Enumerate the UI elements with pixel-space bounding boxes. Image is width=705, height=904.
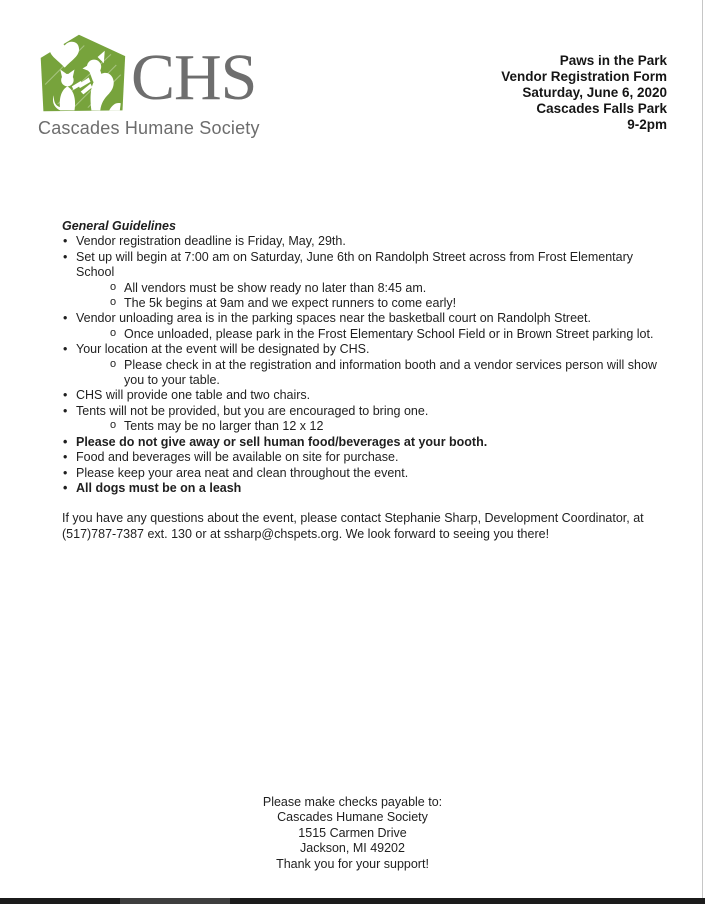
- event-date: Saturday, June 6, 2020: [522, 85, 667, 100]
- thank-you-line: Thank you for your support!: [276, 856, 429, 871]
- chs-logo-top: [38, 33, 260, 113]
- circle-bullet-icon: o: [110, 296, 117, 309]
- checks-payable-line: Please make checks payable to:: [262, 795, 443, 809]
- checks-footer: [0, 795, 705, 872]
- list-item: [62, 466, 662, 481]
- bullet-icon: •: [63, 249, 68, 264]
- list-item: [62, 342, 662, 357]
- payee-street: 1515 Carmen Drive: [298, 825, 407, 840]
- list-subitem: [62, 358, 662, 389]
- list-item-text: Set up will begin at 7:00 am on Saturday, June 6th on Randolph Street across from Frost Elementary School: [76, 249, 634, 280]
- list-item: [62, 481, 662, 496]
- list-item: [62, 388, 662, 403]
- form-title: Vendor Registration Form: [501, 69, 667, 84]
- bullet-icon: •: [63, 342, 68, 357]
- bullet-icon: •: [63, 388, 68, 403]
- circle-bullet-icon: o: [110, 357, 117, 370]
- list-item-text: Please check in at the registration and information booth and a vendor services person will show you to your table.: [124, 357, 657, 388]
- viewer-boundary-segment: [120, 898, 230, 904]
- guidelines-heading: General Guidelines: [62, 219, 176, 233]
- list-subitem: [62, 281, 662, 296]
- list-subitem: [62, 419, 662, 434]
- bullet-icon: •: [63, 465, 68, 480]
- viewer-page-boundary: [0, 898, 705, 904]
- list-item-text: Once unloaded, please park in the Frost Elementary School Field or in Brown Street parking lot.: [124, 326, 654, 341]
- list-item: [62, 450, 662, 465]
- event-time: 9-2pm: [627, 117, 667, 132]
- event-header: [501, 53, 667, 133]
- list-item-text: All dogs must be on a leash: [76, 480, 242, 495]
- circle-bullet-icon: o: [110, 419, 117, 432]
- list-item-text: Please do not give away or sell human food/beverages at your booth.: [76, 434, 488, 449]
- bullet-icon: •: [63, 450, 68, 465]
- circle-bullet-icon: o: [110, 326, 117, 339]
- list-item: [62, 435, 662, 450]
- list-item: [62, 234, 662, 249]
- list-item-text: All vendors must be show ready no later than 8:45 am.: [124, 280, 427, 295]
- list-item-text: CHS will provide one table and two chairs.: [76, 388, 311, 403]
- payee-city: Jackson, MI 49202: [300, 841, 405, 856]
- bullet-icon: •: [63, 403, 68, 418]
- chs-logo: [38, 33, 260, 139]
- bullet-icon: •: [63, 434, 68, 449]
- list-item-text: Vendor unloading area is in the parking spaces near the basketball court on Randolph Street.: [76, 311, 591, 326]
- list-item-text: Please keep your area neat and clean throughout the event.: [76, 465, 409, 480]
- list-subitem: [62, 327, 662, 342]
- list-item: [62, 311, 662, 326]
- page-right-edge: [702, 0, 703, 904]
- list-item-text: Food and beverages will be available on site for purchase.: [76, 450, 399, 465]
- payee-name: Cascades Humane Society: [277, 810, 428, 825]
- list-item-text: Tents will not be provided, but you are encouraged to bring one.: [76, 403, 429, 418]
- contact-paragraph: If you have any questions about the event, please contact Stephanie Sharp, Development Coordinator, at (517)787-7387 ext. 130 or at ssharp@chspets.org. We look forward to seeing you there!: [62, 511, 644, 541]
- list-item-text: The 5k begins at 9am and we expect runners to come early!: [124, 296, 457, 311]
- list-item-text: Your location at the event will be designated by CHS.: [76, 342, 370, 357]
- guidelines-section: [62, 219, 662, 542]
- event-title: Paws in the Park: [559, 53, 667, 68]
- bullet-icon: •: [63, 480, 68, 495]
- list-item: [62, 250, 662, 281]
- bullet-icon: •: [63, 311, 68, 326]
- chs-house-pets-icon: [38, 33, 127, 113]
- event-location: Cascades Falls Park: [536, 101, 667, 116]
- list-item: [62, 404, 662, 419]
- org-name: Cascades Humane Society: [38, 118, 260, 138]
- list-subitem: [62, 296, 662, 311]
- org-abbrev: CHS: [131, 41, 257, 114]
- bullet-icon: •: [63, 234, 68, 249]
- list-item-text: Vendor registration deadline is Friday, May, 29th.: [76, 234, 346, 249]
- list-item-text: Tents may be no larger than 12 x 12: [124, 419, 324, 434]
- circle-bullet-icon: o: [110, 280, 117, 293]
